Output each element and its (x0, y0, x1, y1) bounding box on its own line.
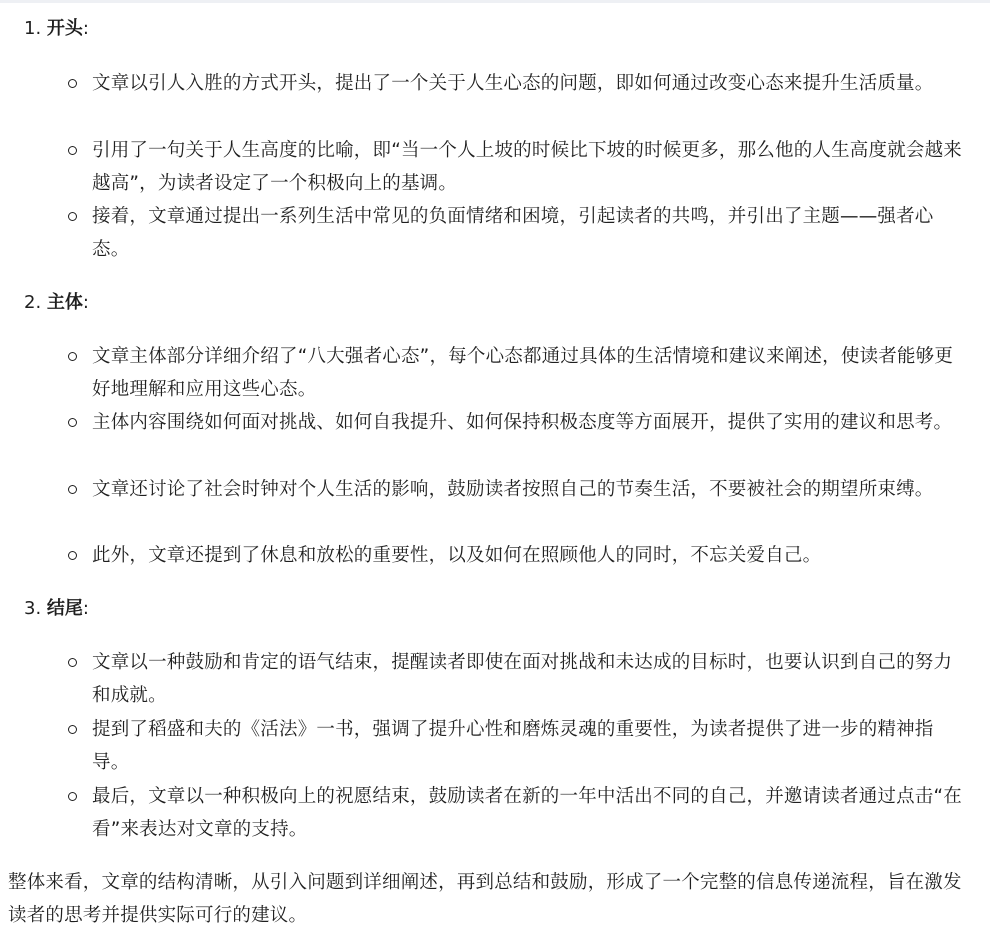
list-item: 文章以引人入胜的方式开头，提出了一个关于人生心态的问题，即如何通过改变心态来提升生活质量。 (92, 67, 964, 100)
list-item: 此外，文章还提到了休息和放松的重要性，以及如何在照顾他人的同时，不忘关爱自己。 (92, 539, 964, 572)
summary-paragraph: 整体来看，文章的结构清晰，从引入问题到详细阐述，再到总结和鼓励，形成了一个完整的信息传递流程，旨在激发读者的思考并提供实际可行的建议。 (8, 872, 962, 926)
section-title: 结尾 (46, 598, 83, 619)
list-item: 引用了一句关于人生高度的比喻，即“当一个人上坡的时候比下坡的时候更多，那么他的人生高度就会越来越高”，为读者设定了一个积极向上的基调。 (92, 134, 964, 200)
section-title: 主体 (46, 292, 83, 313)
section-number: 1. (24, 18, 42, 39)
section-colon: : (82, 292, 89, 313)
section-number: 2. (24, 292, 42, 313)
list-item: 提到了稻盛和夫的《活法》一书，强调了提升心性和磨炼灵魂的重要性，为读者提供了进一步的精神指导。 (92, 713, 964, 779)
top-divider (0, 0, 990, 3)
list-item: 最后，文章以一种积极向上的祝愿结束，鼓励读者在新的一年中活出不同的自己，并邀请读者通过点击“在看”来表达对文章的支持。 (92, 780, 964, 846)
section-heading (24, 14, 89, 44)
section-heading (24, 288, 89, 318)
list-item: 文章以一种鼓励和肯定的语气结束，提醒读者即使在面对挑战和未达成的目标时，也要认识到自己的努力和成就。 (92, 646, 964, 712)
list-item: 主体内容围绕如何面对挑战、如何自我提升、如何保持积极态度等方面展开，提供了实用的建议和思考。 (92, 406, 964, 439)
section-number: 3. (24, 598, 42, 619)
list-item: 文章主体部分详细介绍了“八大强者心态”，每个心态都通过具体的生活情境和建议来阐述，使读者能够更好地理解和应用这些心态。 (92, 340, 964, 406)
section-colon: : (82, 18, 89, 39)
section-heading (24, 594, 89, 624)
section-title: 开头 (46, 18, 83, 39)
section-colon: : (82, 598, 89, 619)
list-item: 文章还讨论了社会时钟对个人生活的影响，鼓励读者按照自己的节奏生活，不要被社会的期望所束缚。 (92, 473, 964, 506)
list-item: 接着，文章通过提出一系列生活中常见的负面情绪和困境，引起读者的共鸣，并引出了主题——强者心态。 (92, 200, 964, 266)
